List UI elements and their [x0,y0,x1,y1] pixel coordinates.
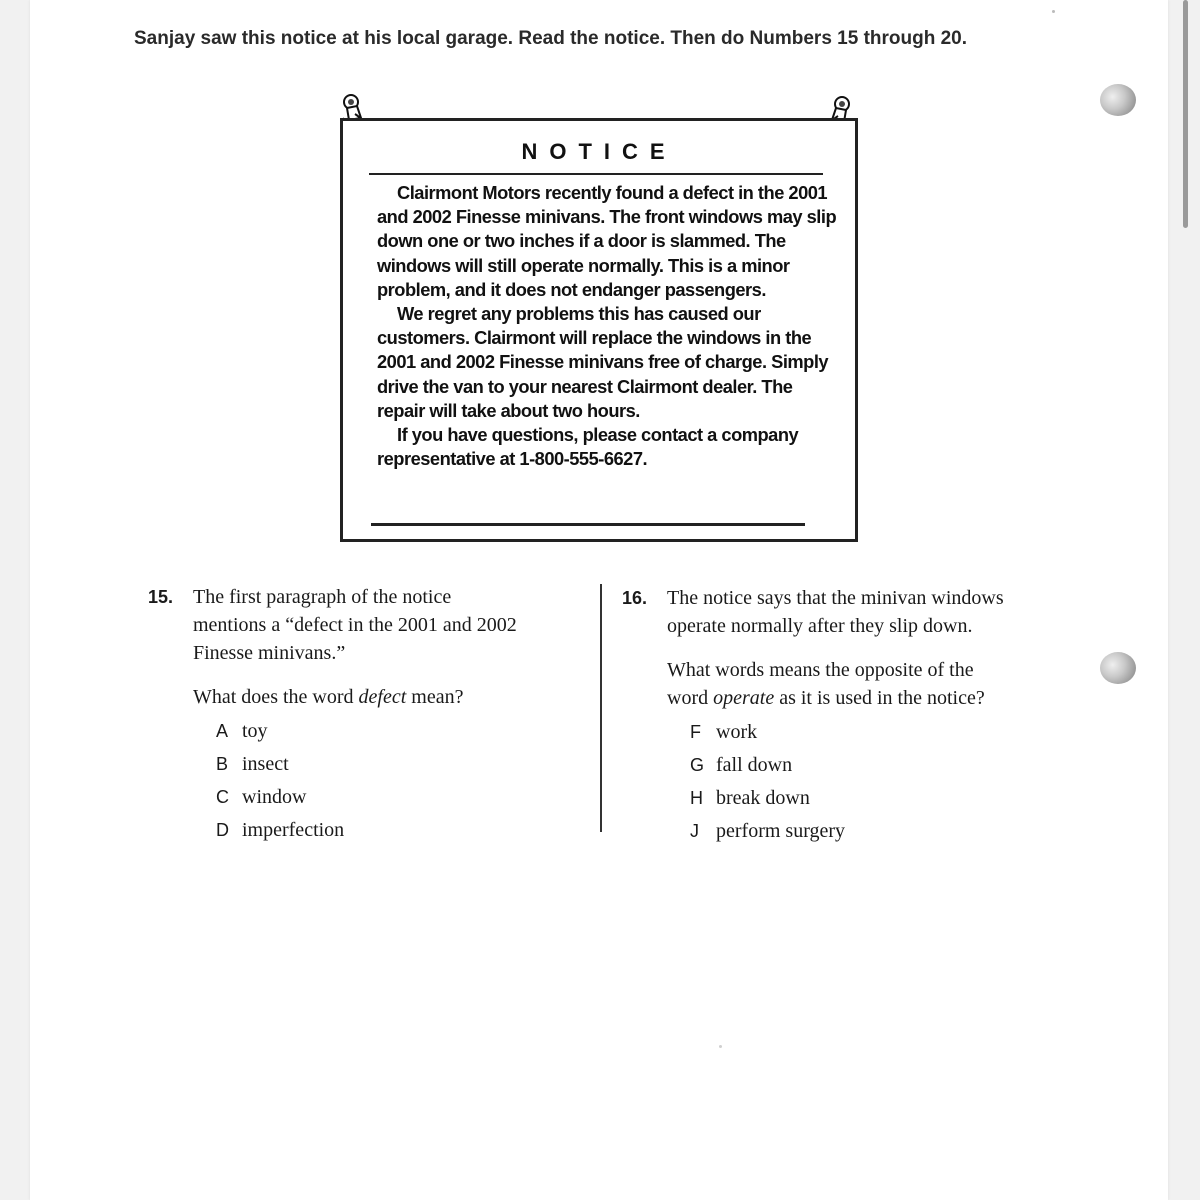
notice-box [340,118,858,542]
question-15 [148,583,578,847]
prompt-keyword: defect [358,686,407,708]
choice-letter: F [690,722,701,742]
answer-choice-j[interactable] [690,815,1062,848]
binder-hole [1100,652,1136,684]
question-number: 16. [622,588,648,608]
binder-hole [1100,84,1136,116]
choice-text: fall down [716,754,793,776]
stem-line: mentions a “defect in the 2001 and 2002 [193,614,517,636]
prompt-text: word [667,687,714,709]
choice-letter: D [216,820,229,840]
choice-text: window [242,786,307,808]
answer-choice-g[interactable] [690,749,1062,782]
scrollbar[interactable] [1183,0,1188,228]
choice-letter: C [216,787,229,807]
stem-line: The notice says that the minivan windows [667,587,1004,609]
answer-choice-a[interactable] [216,715,578,748]
question-number: 15. [148,587,174,607]
notice-title: NOTICE [521,139,677,164]
question-stem [193,583,578,667]
question-stem [667,584,1062,640]
speck [719,1045,722,1048]
answer-choice-b[interactable] [216,748,578,781]
question-16 [622,584,1062,848]
stem-line: The first paragraph of the notice [193,586,452,608]
answer-choices [690,716,1062,848]
choice-text: work [716,721,758,743]
column-divider [600,584,602,832]
divider-line [371,523,805,526]
question-prompt [193,683,578,711]
choice-text: toy [242,720,268,742]
choice-text: perform surgery [716,820,846,842]
answer-choices [216,715,578,847]
choice-text: break down [716,787,810,809]
answer-choice-f[interactable] [690,716,1062,749]
choice-letter: G [690,755,705,775]
notice-body [377,181,837,471]
choice-letter: H [690,788,703,808]
instructions: Sanjay saw this notice at his local garage. Read the notice. Then do Numbers 15 through 20. [134,28,968,49]
prompt-text: as it is used in the notice? [774,687,985,709]
prompt-text: mean? [406,686,464,708]
speck [1052,10,1055,13]
notice-paragraph: Clairmont Motors recently found a defect in the 2001 and 2002 Finesse minivans. The front windows may slip down one or two inches if a door is slammed. The windows will still operate normally. This is a minor problem, and it does not endanger passengers. [377,182,837,300]
choice-letter: J [690,821,699,841]
choice-letter: A [216,721,229,741]
prompt-keyword: operate [713,687,775,709]
answer-choice-h[interactable] [690,782,1062,815]
stem-line: operate normally after they slip down. [667,615,973,637]
stem-line: Finesse minivans.” [193,642,346,664]
notice-paragraph: We regret any problems this has caused our customers. Clairmont will replace the windows in the 2001 and 2002 Finesse minivans free of charge. Simply drive the van to your nearest Clairmont dealer. The repair will take about two hours. [377,303,829,421]
prompt-text: What words means the opposite of the [667,659,974,681]
answer-choice-c[interactable] [216,781,578,814]
divider-line [369,173,823,175]
choice-text: imperfection [242,819,345,841]
answer-choice-d[interactable] [216,814,578,847]
choice-letter: B [216,754,229,774]
choice-text: insect [242,753,289,775]
prompt-text: What does the word [193,686,359,708]
question-prompt [667,656,1062,712]
notice-paragraph: If you have questions, please contact a company representative at 1-800-555-6627. [377,424,799,470]
